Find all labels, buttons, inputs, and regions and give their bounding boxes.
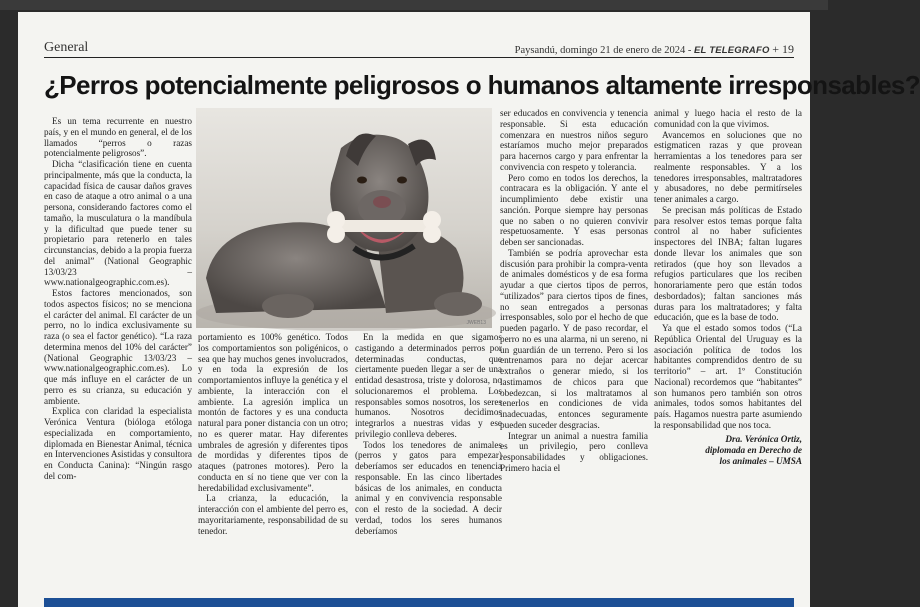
paragraph: Pero como en todos los derechos, la contracara es la obligación. Y ante el incumplimiento debe existir una sanción. Porque siempre hay personas que no saben o no quieren convivir respetuosamente. Y esas personas deben ser sancionadas. [500, 172, 648, 247]
author-signature [654, 434, 802, 467]
article-column-5 [654, 108, 802, 594]
article-column-2 [198, 332, 348, 594]
photo-credit: JWEB13 [466, 320, 486, 326]
dog-photo [196, 108, 492, 328]
newspaper-page [18, 12, 920, 607]
dateline-text: Paysandú, domingo 21 de enero de 2024 - [514, 45, 692, 56]
section-label: General [44, 40, 89, 55]
paragraph: Dicha “clasificación tiene en cuenta principalmente, más que la conducta, la capacidad física de causar daños graves en caso de ataque a otro animal o a una persona, considerando factores como el tamaño, la musculatura o la mandíbula y la dificultad que puede tener su propietario para retenerlo en tales circunstancias, debido a la propia fuerza del animal” (National Geographic 13/03/23 – www.nationalgeographic.com.es). [44, 159, 192, 288]
paragraph: Estos factores mencionados, son todos aspectos físicos; no se menciona el carácter del animal. El carácter de un perro, no lo indica exclusivamente su raza (o sea el factor genético). “La raza determina menos del 10% del carácter” (National Geographic 13/03/23 – www.nationalgeographic.com.es). Lo que más influye en el carácter de un perro es su crianza, su educación y ambiente. [44, 288, 192, 406]
paragraph: Integrar un animal a nuestra familia es un privilegio, pero conlleva responsabilidades y obligaciones. Primero hacia el [500, 430, 648, 473]
paragraph: Se precisan más políticas de Estado para resolver estos temas porque falta control al no haber suficientes inspectores del INBA; faltan lugares donde llevar los animales que son retirados (que hoy son llevados a refugios particulares que los reciben honorariamente pero que están todos desbordados); faltan sanciones más duras para los maltratadores; y falta educación, que es la base de todo. [654, 204, 802, 323]
article-column-3 [355, 332, 502, 594]
paragraph: Ya que el estado somos todos (“La República Oriental del Uruguay es la asociación política de todos los habitantes comprendidos dentro de su territorio” – art. 1º Constitución Nacional) recordemos que “habitantes” son humanos pero también son otros animales, todos somos habitantes del país. Hagamos nuestra parte asumiendo la responsabilidad que nos toca. [654, 323, 802, 430]
article-headline: ¿Perros potencialmente peligrosos o humanos altamente irresponsables? [44, 70, 920, 100]
paragraph: Es un tema recurrente en nuestro país, y en el mundo en general, el de los llamados “perros o razas potencialmente peligrosos”. [44, 116, 192, 159]
paragraph: También se podría aprovechar esta discusión para prohibir la compra-venta de animales domésticos y de esa forma ayudar a que ciertos tipos de perros, “utilizados” para ciertos tipos de fines, no sean entregados a personas irresponsables, solo por el hecho de que pueden pagarlo. Y de paso recordar, el perro no es una alarma, ni un sereno, ni un guardián de un terreno. Pero si los entrenamos para no dejar acercar extraños o generar miedo, si los lastimamos de chicos para que obedezcan, si los maltratamos al tenerlos en condiciones de vida inadecuadas, entonces seguramente pueden suceder desgracias. [500, 247, 648, 430]
paragraph: Explica con claridad la especialista Verónica Ventura (bióloga etóloga especializada en comportamiento, diplomada en Bienestar Animal, técnica en Intervenciones Asistidas y consultora en Conducta Canina): “Ningún rasgo del com- [44, 406, 192, 481]
bottom-accent-bar [44, 598, 794, 607]
viewer-top-bar [0, 0, 828, 10]
paragraph: En la medida en que sigamos castigando a determinados perros por determinadas conductas, que ciertamente pueden llegar a ser de una entidad desastrosa, triste y dolorosa, no solucionaremos el problema. Los responsables somos nosotros, los seres humanos. Nosotros decidimos integrarlos a nuestras vidas y ese privilegio conlleva deberes. [355, 332, 502, 439]
article-column-1 [44, 116, 192, 594]
dateline [515, 42, 794, 57]
dog-illustration [196, 108, 492, 328]
signature-line: Dra. Verónica Ortiz, [725, 433, 802, 444]
newspaper-brand: EL TELEGRAFO [694, 45, 770, 56]
signature-line: diplomada en Derecho de [705, 444, 802, 455]
paragraph: ser educados en convivencia y tenencia responsable. Si esta educación comenzara en nuestros niños seguro estaríamos mucho mejor preparados para hacernos cargo y para enfrentar la convivencia con respeto y tolerancia. [500, 108, 648, 172]
page-number: + 19 [772, 42, 794, 56]
paragraph: La crianza, la educación, la interacción con el ambiente del perro es, mayoritariamente, responsabilidad de su tenedor. [198, 493, 348, 536]
paragraph: portamiento es 100% genético. Todos los comportamientos son poligénicos, o sea que hay muchos genes involucrados, y en toda la expresión de los comportamientos influye la genética y el ambiente, la interacción con el ambiente. La agresión implica un montón de factores y es una conducta natural para poner distancia con un otro; no es querer matar. Hay diferentes umbrales de agresión y diferentes tipos de mordidas y diferentes tipos de ataques (patrones motores). Pero la conducta en sí no tiene que ver con la heredabilidad exclusivamente”. [198, 332, 348, 493]
paragraph: Avancemos en soluciones que no estigmaticen razas y que provean herramientas a los tenedores para ser realmente responsables. Y a los tenedores irresponsables, maltratadores y abusadores, no debe permitírseles tener animales a cargo. [654, 129, 802, 204]
signature-line: los animales – UMSA [719, 455, 802, 466]
paragraph: Todos los tenedores de animales (perros y gatos para empezar) deberíamos ser educados en tenencia responsable. En las cinco libertades básicas de los animales, en conducta animal y en convivencia responsable con el resto de la sociedad. A decir verdad, todos los seres humanos deberíamos [355, 439, 502, 536]
page-header [44, 38, 794, 58]
article-column-4 [500, 108, 648, 594]
paragraph: animal y luego hacia el resto de la comunidad con la que vivimos. [654, 108, 802, 129]
